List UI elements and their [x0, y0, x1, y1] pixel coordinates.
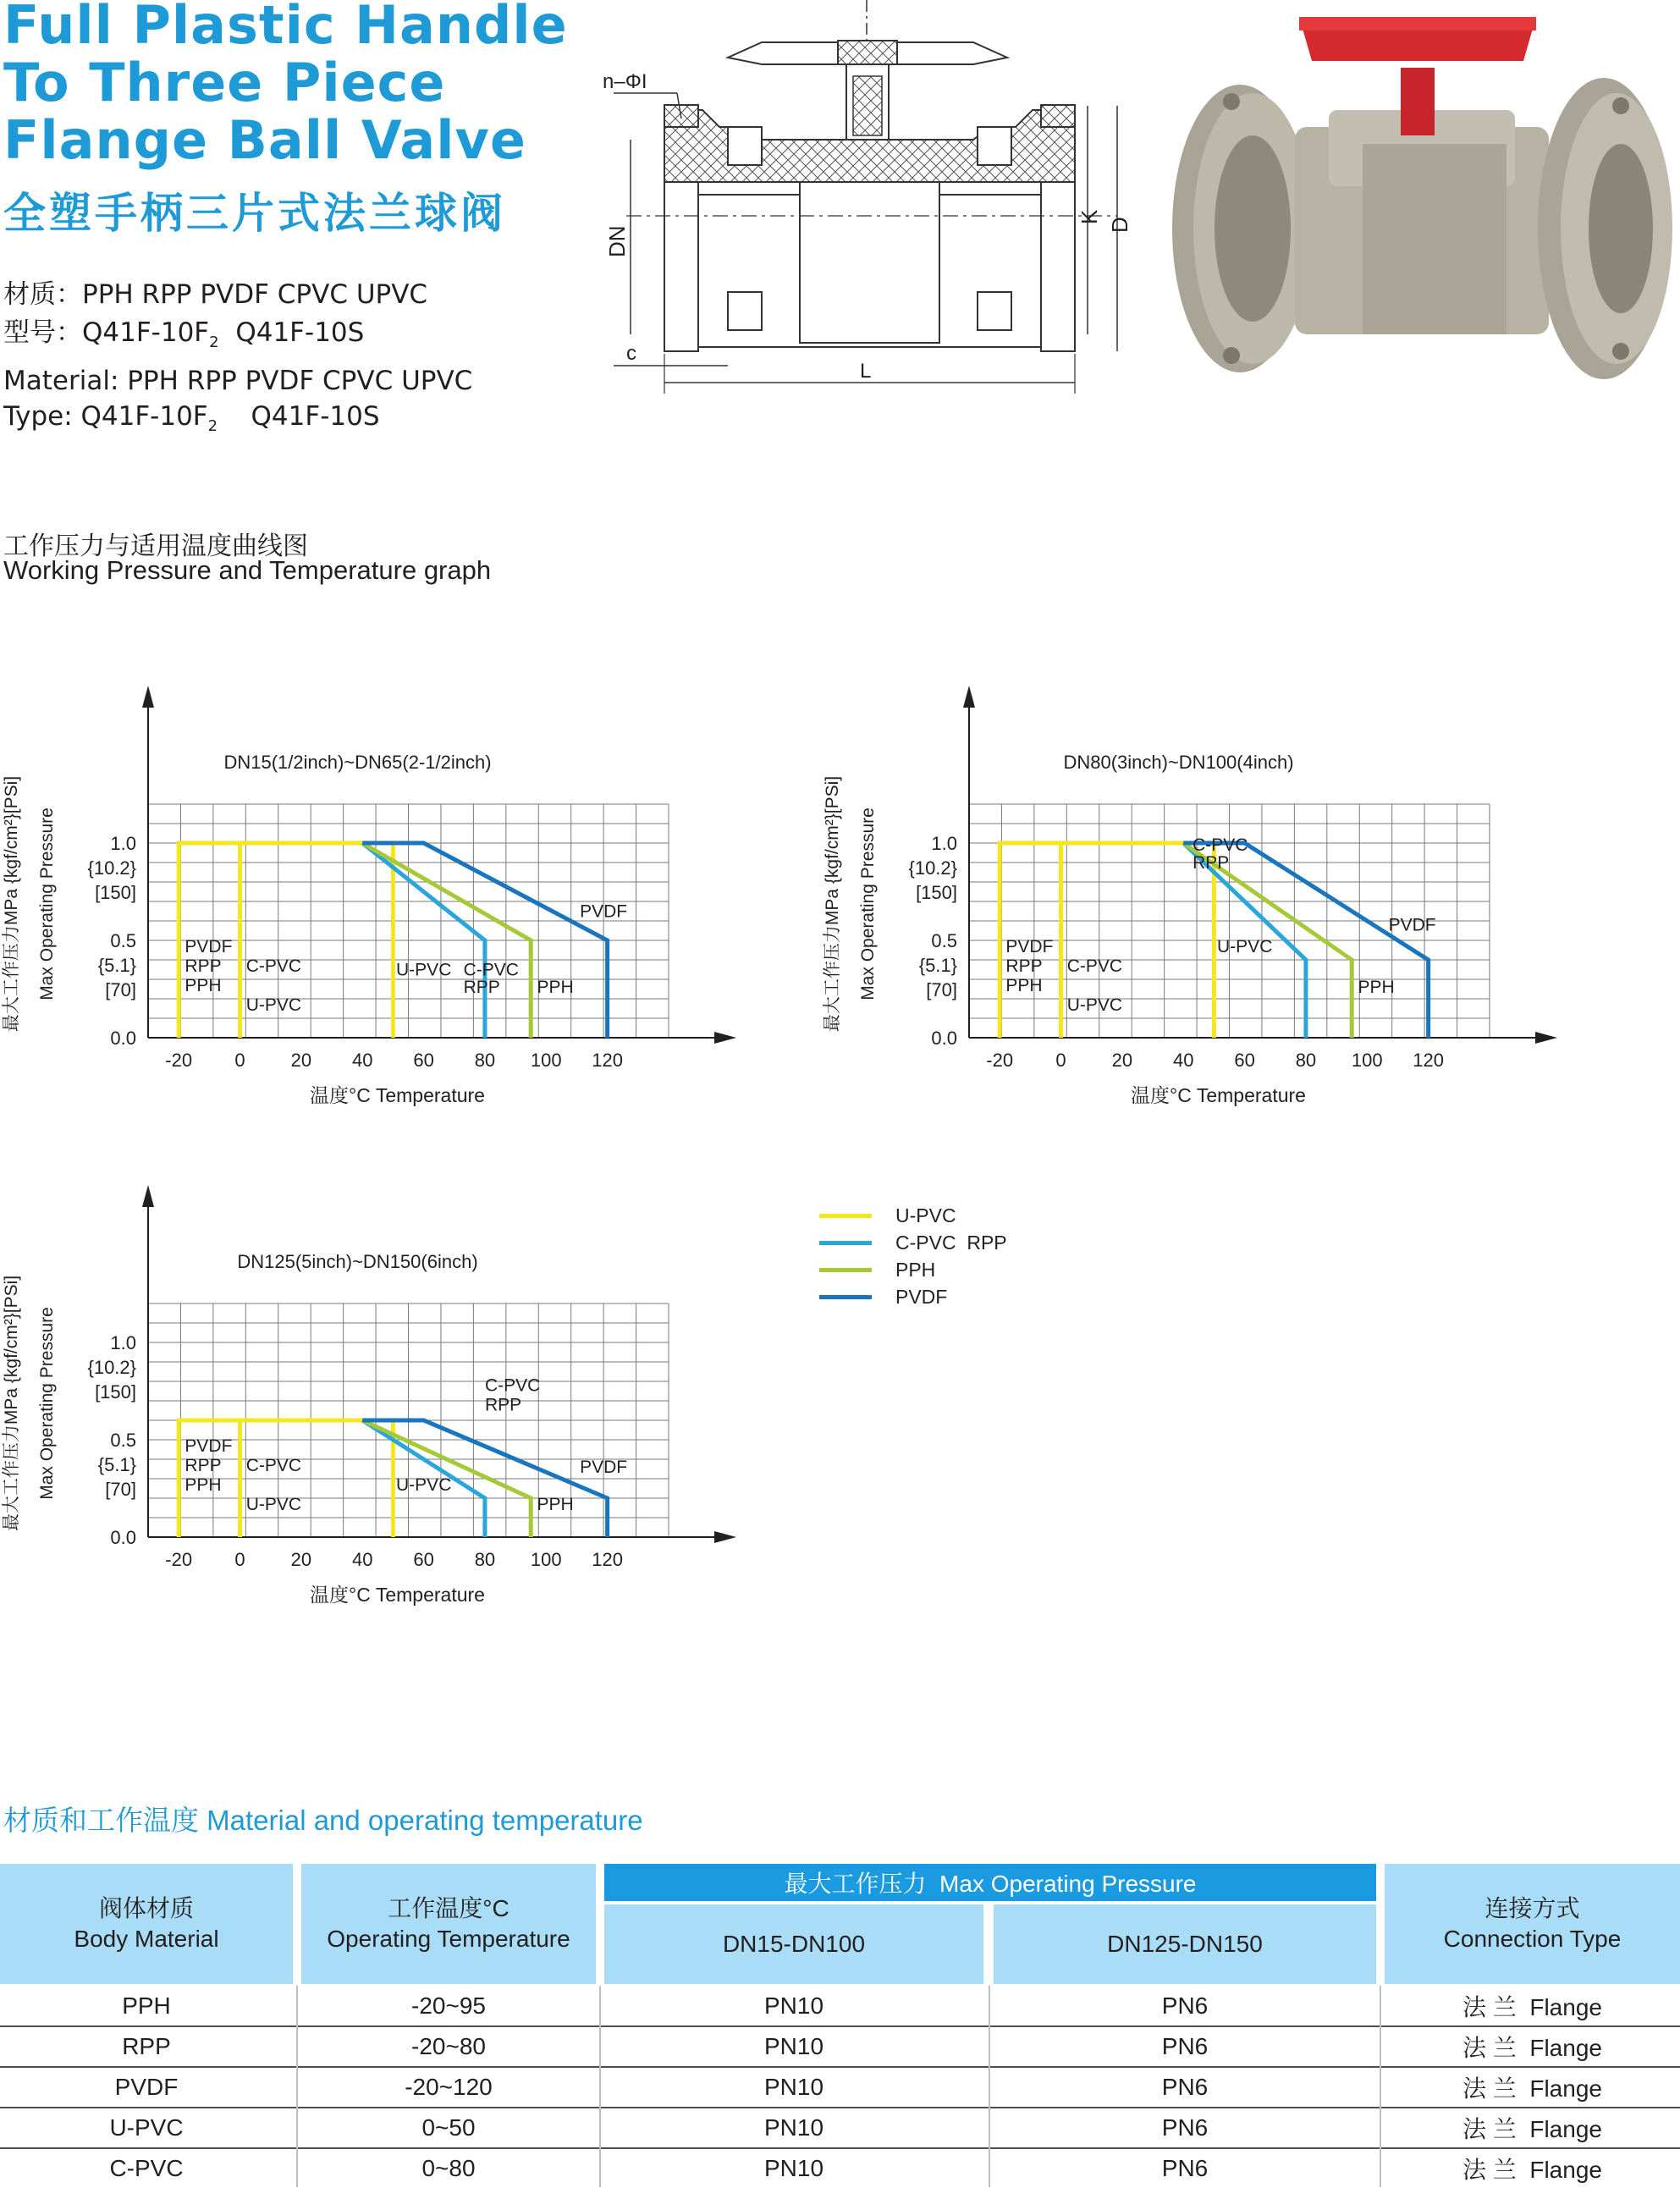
x-tick-label: -20 [165, 1549, 193, 1570]
cell-temp: -20~95 [411, 1992, 486, 2019]
y-tick-label: {10.2} [87, 857, 136, 879]
annotation-label: PPH [537, 978, 574, 998]
table-row [0, 2108, 1680, 2149]
annotation-label: PVDF [1005, 936, 1054, 956]
product-title-cn: 全塑手柄三片式法兰球阀 [3, 189, 506, 238]
y-axis-label-en: Max Operating Pressure [858, 807, 878, 1000]
header-operating-temperature [301, 1864, 596, 1984]
cell-pressure-small: PN10 [763, 2154, 824, 2181]
cell-temp: 0~50 [421, 2114, 476, 2141]
legend-swatch [819, 1295, 872, 1299]
y-tick-label: 0.0 [110, 1527, 136, 1548]
x-tick-label: 20 [290, 1050, 312, 1071]
label-dn: DN [604, 225, 630, 257]
x-tick-label: 80 [474, 1050, 496, 1071]
x-tick-label: 120 [1413, 1050, 1445, 1071]
x-axis-label: 温度°C Temperature [310, 1584, 485, 1606]
type-en-main: Type: Q41F-10F [3, 401, 208, 432]
chart-title: DN125(5inch)~DN150(6inch) [237, 1251, 478, 1272]
header-pressure-large-label: DN125-DN150 [1107, 1931, 1263, 1957]
x-axis-arrow [1535, 1032, 1557, 1044]
title-line-2: To Three Piece [3, 52, 446, 113]
y-tick-label: [70] [926, 979, 957, 1000]
annotation-label: RPP [1193, 852, 1230, 873]
chart-title: DN15(1/2inch)~DN65(2-1/2inch) [223, 752, 492, 773]
y-tick-label: [150] [95, 1381, 136, 1403]
cell-pressure-large: PN6 [1161, 2114, 1209, 2141]
annotation-label: U-PVC [1217, 936, 1273, 956]
y-tick-label: 1.0 [110, 833, 136, 854]
annotation-label: U-PVC [396, 1474, 452, 1495]
table-divider [989, 1986, 990, 2187]
cell-pressure-small: PN10 [763, 1992, 824, 2019]
cell-material: C-PVC [109, 2154, 184, 2181]
table-row [0, 2067, 1680, 2108]
material-section-title: 材质和工作温度 Material and operating temperature [3, 1805, 643, 1836]
y-axis-arrow [142, 686, 154, 708]
x-tick-label: 20 [1111, 1050, 1133, 1071]
type-cn-main: 型号：Q41F-10F [3, 317, 210, 348]
annotation-label: U-PVC [396, 960, 452, 980]
table-divider [599, 1986, 601, 2187]
y-tick-label: [70] [105, 1479, 136, 1500]
x-tick-label: 80 [1295, 1050, 1317, 1071]
x-tick-label: -20 [986, 1050, 1014, 1071]
header-temp-en: Operating Temperature [327, 1926, 570, 1952]
chart-legend [819, 1202, 1007, 1310]
graph-title-en: Working Pressure and Temperature graph [3, 555, 492, 585]
cell-pressure-small: PN10 [763, 2032, 824, 2059]
x-tick-label: 60 [413, 1549, 434, 1570]
x-tick-label: 40 [1172, 1050, 1194, 1071]
label-n-phi: n–ΦI [603, 70, 647, 93]
annotation-label: PPH [1358, 978, 1395, 998]
header-body-material-en: Body Material [74, 1926, 219, 1952]
header-max-operating-pressure: 最大工作压力 Max Operating Pressure [604, 1864, 1376, 1901]
x-axis-arrow [714, 1531, 736, 1543]
y-tick-label: 0.5 [931, 930, 957, 951]
y-tick-label: {5.1} [97, 1454, 136, 1475]
x-tick-label: 0 [234, 1050, 245, 1071]
cell-connection: 法 兰 Flange [1462, 2115, 1602, 2142]
annotation-label: C-PVC [1066, 956, 1123, 976]
header-pressure-small-label: DN15-DN100 [722, 1931, 866, 1957]
annotation-label: RPP [484, 1395, 522, 1415]
y-tick-label: 1.0 [931, 833, 957, 854]
table-row [0, 2148, 1680, 2188]
x-tick-label: 60 [413, 1050, 434, 1071]
annotation-label: RPP [463, 978, 500, 998]
legend-swatch [819, 1268, 872, 1272]
product-title-en [3, 0, 568, 169]
cell-temp: 0~80 [421, 2154, 476, 2181]
cell-connection: 法 兰 Flange [1462, 2075, 1602, 2102]
title-line-1: Full Plastic Handle [3, 0, 568, 56]
header-body-material [0, 1864, 293, 1984]
legend-item-pph [819, 1256, 1007, 1283]
annotation-label: C-PVC [463, 960, 519, 980]
annotation-label: PVDF [185, 936, 233, 956]
y-tick-label: 0.5 [110, 930, 136, 951]
legend-item-cpvc-rpp [819, 1229, 1007, 1256]
y-tick-label: [150] [916, 882, 957, 903]
header-temp-cn: 工作温度°C [388, 1895, 510, 1921]
cell-pressure-large: PN6 [1161, 2032, 1209, 2059]
title-line-3: Flange Ball Valve [3, 109, 526, 171]
pressure-temp-chart-dn125-dn150 [0, 1151, 762, 1606]
annotation-label: PPH [537, 1494, 574, 1514]
pressure-temp-chart-dn15-dn65 [0, 652, 762, 1106]
y-tick-label: [150] [95, 882, 136, 903]
legend-label: C-PVC RPP [895, 1231, 1007, 1254]
legend-label: PPH [895, 1258, 936, 1281]
y-axis-arrow [963, 686, 975, 708]
x-tick-label: 100 [530, 1050, 562, 1071]
y-tick-label: {5.1} [918, 955, 957, 976]
cell-connection: 法 兰 Flange [1462, 2034, 1602, 2061]
annotation-label: PPH [185, 1474, 222, 1495]
annotation-label: U-PVC [245, 1494, 302, 1514]
x-axis-arrow [714, 1032, 736, 1044]
cell-material: RPP [122, 2032, 171, 2059]
y-tick-label: 0.0 [110, 1028, 136, 1049]
annotation-label: PPH [185, 975, 222, 995]
x-axis-label: 温度°C Temperature [310, 1084, 485, 1106]
y-axis-label-cn: 最大工作压力MPa {kgf/cm²}[PSi] [2, 1275, 21, 1532]
cell-connection: 法 兰 Flange [1462, 1993, 1602, 2020]
x-tick-label: 80 [474, 1549, 496, 1570]
annotation-label: PVDF [580, 1458, 628, 1478]
type-cn-tail: Q41F-10S [235, 317, 365, 348]
y-tick-label: 0.0 [931, 1028, 957, 1049]
valve-technical-drawing [592, 0, 1134, 398]
annotation-label: PPH [1005, 975, 1043, 995]
x-tick-label: 100 [530, 1549, 562, 1570]
x-tick-label: 0 [234, 1549, 245, 1570]
y-tick-label: 0.5 [110, 1430, 136, 1451]
y-axis-label-en: Max Operating Pressure [37, 807, 57, 1000]
cell-pressure-small: PN10 [763, 2073, 824, 2100]
x-tick-label: 40 [351, 1549, 373, 1570]
cell-material: PVDF [114, 2073, 179, 2100]
cell-material: PPH [122, 1992, 171, 2019]
y-axis-arrow [142, 1185, 154, 1207]
annotation-label: RPP [1005, 956, 1043, 976]
cell-pressure-large: PN6 [1161, 2154, 1209, 2181]
label-d: D [1107, 217, 1132, 233]
cell-material: U-PVC [109, 2114, 184, 2141]
annotation-label: U-PVC [245, 995, 302, 1015]
header-pressure-dn15-dn100 [604, 1904, 983, 1984]
y-tick-label: {10.2} [908, 857, 957, 879]
y-axis-label-cn: 最大工作压力MPa {kgf/cm²}[PSi] [823, 775, 842, 1033]
x-tick-label: 60 [1234, 1050, 1255, 1071]
x-tick-label: 120 [592, 1549, 624, 1570]
annotation-label: C-PVC [484, 1375, 541, 1396]
cell-pressure-large: PN6 [1161, 1992, 1209, 2019]
header-body-material-cn: 阀体材质 [98, 1895, 194, 1921]
cell-connection: 法 兰 Flange [1462, 2156, 1602, 2183]
annotation-label: PVDF [1388, 915, 1436, 935]
x-tick-label: 120 [592, 1050, 624, 1071]
table-divider [1380, 1986, 1381, 2187]
label-k: K [1077, 209, 1102, 224]
y-axis-label-cn: 最大工作压力MPa {kgf/cm²}[PSi] [2, 775, 21, 1033]
annotation-label: PVDF [580, 901, 628, 922]
label-c: c [626, 342, 636, 365]
legend-label: U-PVC [895, 1204, 956, 1226]
y-tick-label: {5.1} [97, 955, 136, 976]
table-divider [296, 1986, 298, 2187]
chart-title: DN80(3inch)~DN100(4inch) [1063, 752, 1294, 773]
table-row [0, 2026, 1680, 2068]
cell-temp: -20~120 [405, 2073, 493, 2100]
material-en: Material: PPH RPP PVDF CPVC UPVC [3, 366, 473, 396]
y-axis-label-en: Max Operating Pressure [37, 1307, 57, 1500]
legend-item-pvdf [819, 1283, 1007, 1310]
x-tick-label: 20 [290, 1549, 312, 1570]
cell-pressure-small: PN10 [763, 2114, 824, 2141]
cell-temp: -20~80 [411, 2032, 486, 2059]
cell-pressure-large: PN6 [1161, 2073, 1209, 2100]
graph-title-cn: 工作压力与适用温度曲线图 [3, 532, 308, 560]
annotation-label: C-PVC [245, 1455, 302, 1475]
x-axis-label: 温度°C Temperature [1131, 1084, 1306, 1106]
annotation-label: PVDF [185, 1436, 233, 1456]
ball-valve-product-photo [1159, 17, 1676, 389]
legend-item-upvc [819, 1202, 1007, 1229]
type-cn-sub: 2 [209, 333, 219, 352]
material-cn: 材质：PPH RPP PVDF CPVC UPVC [3, 279, 428, 310]
header-connection-type [1385, 1864, 1680, 1984]
legend-swatch [819, 1214, 872, 1218]
annotation-label: U-PVC [1066, 995, 1123, 1015]
x-tick-label: 40 [351, 1050, 373, 1071]
type-en [3, 401, 380, 435]
header-connection-en: Connection Type [1443, 1926, 1622, 1952]
legend-label: PVDF [895, 1285, 948, 1308]
x-tick-label: 100 [1351, 1050, 1383, 1071]
type-cn [3, 311, 364, 351]
legend-swatch [819, 1241, 872, 1245]
y-tick-label: {10.2} [87, 1357, 136, 1378]
annotation-label: C-PVC [245, 956, 302, 976]
y-tick-label: 1.0 [110, 1332, 136, 1353]
type-en-tail: Q41F-10S [251, 401, 380, 432]
type-en-sub: 2 [207, 417, 218, 436]
x-tick-label: 0 [1055, 1050, 1066, 1071]
pressure-temp-chart-dn80-dn100 [821, 652, 1583, 1106]
label-l: L [860, 360, 872, 383]
x-tick-label: -20 [165, 1050, 193, 1071]
header-connection-cn: 连接方式 [1484, 1895, 1580, 1921]
annotation-label: C-PVC [1193, 835, 1248, 856]
y-tick-label: [70] [105, 979, 136, 1000]
header-pressure-dn125-dn150 [994, 1904, 1376, 1984]
table-row [0, 1986, 1680, 2027]
annotation-label: RPP [185, 1455, 222, 1475]
annotation-label: RPP [185, 956, 222, 976]
